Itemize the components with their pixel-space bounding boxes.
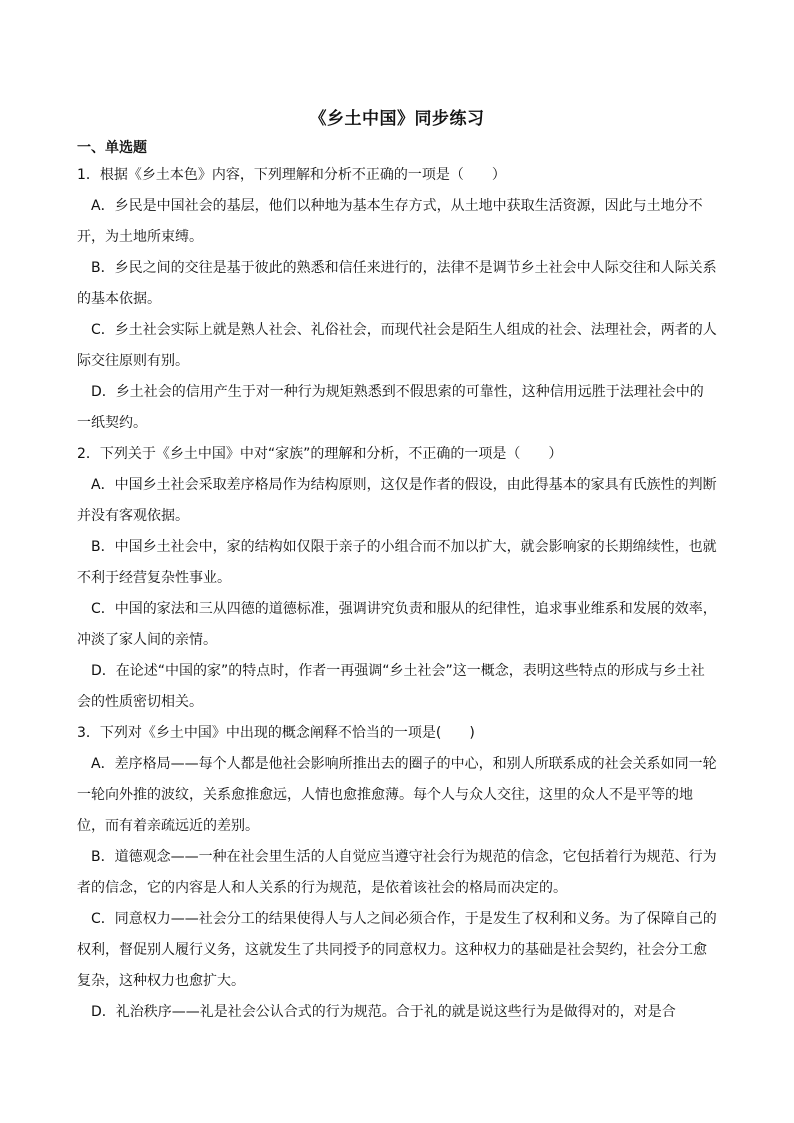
question-2 (77, 439, 717, 718)
question-list (77, 160, 717, 1028)
option-b: B．中国乡土社会中，家的结构如仅限于亲子的小组合而不加以扩大，就会影响家的长期绵续性，也就不利于经营复杂性事业。 (77, 539, 717, 586)
option-c: C．中国的家法和三从四德的道德标准，强调讲究负责和服从的纪律性，追求事业维系和发展的效率，冲淡了家人间的亲情。 (77, 601, 717, 648)
option-d: D．乡土社会的信用产生于对一种行为规矩熟悉到不假思索的可靠性，这种信用远胜于法理社会中的一纸契约。 (77, 384, 704, 431)
section-heading: 一、单选题 (77, 140, 147, 156)
option-c: C．乡土社会实际上就是熟人社会、礼俗社会，而现代社会是陌生人组成的社会、法理社会，两者的人际交往原则有别。 (77, 322, 717, 369)
option-b: B．道德观念——一种在社会里生活的人自觉应当遵守社会行为规范的信念，它包括着行为规范、行为者的信念，它的内容是人和人关系的行为规范，是依着该社会的格局而决定的。 (77, 849, 717, 896)
option-d: D．在论述“中国的家”的特点时，作者一再强调“乡土社会”这一概念，表明这些特点的形成与乡土社会的性质密切相关。 (77, 663, 705, 710)
option-d: D．礼治秩序——礼是社会公认合式的行为规范。合于礼的就是说这些行为是做得对的，对是合 (91, 1004, 676, 1020)
question-stem: 3．下列对《乡土中国》中出现的概念阐释不恰当的一项是( ) (77, 725, 475, 741)
option-b: B．乡民之间的交往是基于彼此的熟悉和信任来进行的，法律不是调节乡土社会中人际交往和人际关系的基本依据。 (77, 260, 717, 307)
option-a: A．乡民是中国社会的基层，他们以种地为基本生存方式，从土地中获取生活资源，因此与土地分不开，为土地所束缚。 (77, 198, 703, 245)
option-c: C．同意权力——社会分工的结果使得人与人之间必须合作，于是发生了权利和义务。为了保障自己的权利，督促别人履行义务，这就发生了共同授予的同意权力。这种权力的基础是社会契约，社会分工愈复杂，这种权力也愈扩大。 (77, 911, 717, 989)
option-a: A．差序格局——每个人都是他社会影响所推出去的圈子的中心，和别人所联系成的社会关系如同一轮一轮向外推的波纹，关系愈推愈远，人情也愈推愈薄。每个人与众人交往，这里的众人不是平等的地位，而有着亲疏远近的差别。 (77, 756, 717, 834)
question-1 (77, 160, 717, 439)
option-a: A．中国乡土社会采取差序格局作为结构原则，这仅是作者的假设，由此得基本的家具有氏族性的判断并没有客观依据。 (77, 477, 717, 524)
question-3 (77, 718, 717, 1028)
question-stem: 1．根据《乡土本色》内容，下列理解和分析不正确的一项是（ ） (77, 167, 506, 183)
question-stem: 2．下列关于《乡土中国》中对“家族”的理解和分析，不正确的一项是（ ） (77, 446, 563, 462)
document-title: 《乡土中国》同步练习 (309, 109, 485, 129)
